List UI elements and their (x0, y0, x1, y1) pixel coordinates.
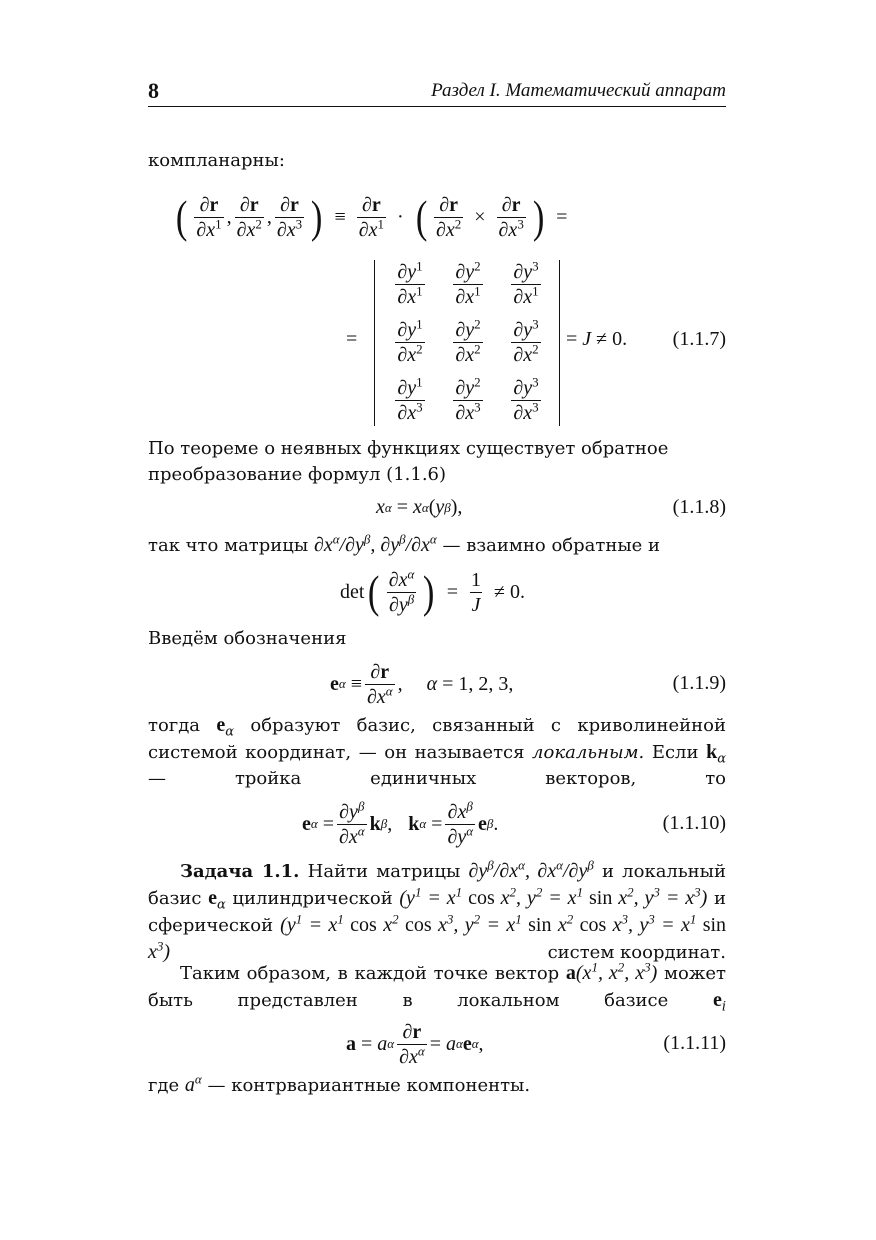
task-text-c: цилиндрической (232, 888, 393, 909)
local-basis-text-italic: локальным. (532, 742, 645, 763)
task-label: Задача 1.1. (180, 861, 300, 882)
equation-det-inverse: det ( $\frac{\partial x^\alpha}{\partial y^\beta}$ ) = $\frac{1}{J}$ ≠ 0. (340, 565, 525, 617)
inverse-matrices-text-b: — взаимно обратные и (442, 535, 661, 556)
task-text-a: Найти матрицы (307, 861, 461, 882)
paragraph-contravariant-components: где $a^\alpha$ — контрвариантные компоненты. (148, 1071, 531, 1096)
paragraph-inverse-matrices: так что матрицы $\partial x^\alpha/\partial y^\beta$, $\partial y^\beta/\partial x^\alpha$ — взаимно обратные и (148, 531, 661, 556)
equation-number-1-1-7: (1.1.7) (672, 328, 726, 350)
equals-sign: = (346, 328, 358, 350)
jacobian-determinant: $\frac{\partial y^1}{\partial x^1}$ $\frac{\partial y^2}{\partial x^1}$ $\frac{\partial y^3}{\partial x^1}$ $\frac{\partial y^1}{\partial x^2}$ $\frac{\partial y^2}{\partial x^2}$ $\frac{\partial y^3}{\partial x^2}$ $\frac{\partial y^1}{\partial x^3}$ $\frac{\partial y^2}{\partial x^3}$ $\frac{\partial y^3}{\partial x^3}$ (374, 260, 560, 426)
equation-contravariant: a = a α $\frac{\partial r}{\partial x^\alpha}$ = a α e α , (346, 1020, 484, 1068)
inverse-matrices-text-a: так что матрицы (148, 535, 309, 556)
equation-inverse-transform: x α = x α ( y β ), (376, 496, 463, 518)
header-rule (148, 106, 726, 107)
task-text-b: и локальный базис (148, 861, 726, 909)
local-basis-text-d: Если (651, 742, 699, 763)
vector-representation-text-a: Таким образом, в каждой точке вектор (180, 963, 560, 984)
page-number: 8 (148, 78, 159, 103)
local-basis-text-e: — тройка единичных векторов, то (148, 768, 726, 789)
local-basis-text-b: образуют базис, связанный с криволинейной системой координат, — он называется (148, 715, 726, 763)
task-text-e: систем координат. (547, 942, 726, 963)
paragraph-notation-text: Введём обозначения (148, 628, 347, 649)
equation-basis-relations: e α = $\frac{\partial y^\beta}{\partial x^\alpha}$ k β , k α = $\frac{\partial x^\beta}{\partial y^\alpha}$ e β . (302, 797, 499, 848)
task-1-1: Задача 1.1. Найти матрицы $\partial y^\beta/\partial x^\alpha$, $\partial x^\alpha/\partial y^\beta$ и локальный базис $e_\alpha$ цилиндрической ($y^1 = x^1$ $\cos x^2$, $y^2 = x^1$ $\sin x^2$, $y^3 = x^3$) и сферической ($y^1 = x^1$ $\cos x^2$ $\cos x^3$, $y^2 = x^1$ $\sin x^2$ $\cos x^3$, $y^3 = x^1$ $\sin x^3$) систем координат. (148, 858, 726, 966)
equation-number-1-1-10: (1.1.10) (662, 812, 726, 834)
equation-number-1-1-11: (1.1.11) (663, 1032, 726, 1054)
contravariant-text-b: — контрвариантные компоненты. (207, 1075, 531, 1096)
paragraph-local-basis: тогда $e_\alpha$ образуют базис, связанный с криволинейной системой координат, — он называется локальным. Если $k_\alpha$ — тройка единичных векторов, то (148, 714, 726, 789)
equation-number-1-1-8: (1.1.8) (672, 496, 726, 518)
paragraph-coplanar (148, 148, 726, 174)
paragraph-implicit-functions (148, 436, 726, 488)
local-basis-text-a: тогда (148, 715, 201, 736)
paragraph-coplanar-text: компланарны: (148, 150, 285, 171)
task-text-d: и сферической (148, 888, 726, 936)
equation-number-1-1-9: (1.1.9) (672, 672, 726, 694)
contravariant-text-a: где (148, 1075, 180, 1096)
paragraph-vector-representation: Таким образом, в каждой точке вектор $a(x^1$, $x^2$, $x^3$) может быть представлен в локальном базисе $e_i$ (148, 959, 726, 1015)
paragraph-notation (148, 626, 726, 652)
section-title: Раздел I. Математический аппарат (431, 80, 726, 101)
equation-triple-product: ( $\frac{\partial r}{\partial x^1}$ , $\frac{\partial r}{\partial x^2}$ , $\frac{\partial r}{\partial x^3}$ ) ≡ $\frac{\partial r}{\partial x^1}$ · ( $\frac{\partial r}{\partial x^2}$ × $\frac{\partial r}{\partial x^3}$ ) = (175, 191, 568, 242)
equals-J-nonzero: = J ≠ 0. (566, 328, 628, 350)
equation-local-basis: e α ≡ $\frac{\partial r}{\partial x^\alpha}$ , α = 1, 2, 3, (330, 660, 514, 708)
paragraph-implicit-functions-text: По теореме о неявных функциях существует обратное преобразование формул (1.1.6) (148, 438, 669, 485)
vector-representation-text-b: может быть представлен в локальном базисе (148, 963, 726, 1011)
